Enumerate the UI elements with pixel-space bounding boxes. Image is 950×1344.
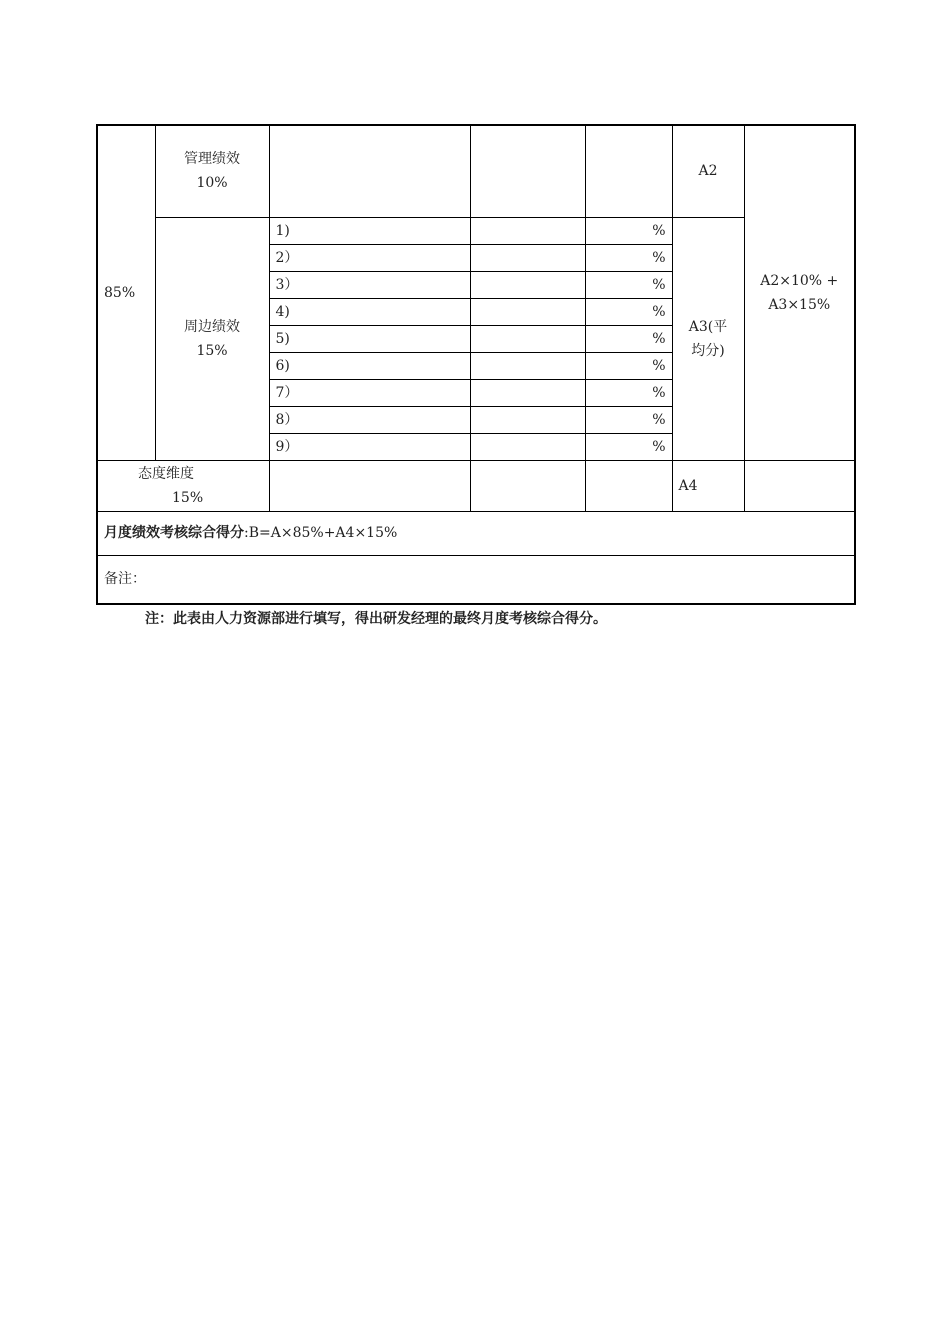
item-standard-cell[interactable]	[470, 271, 585, 298]
management-score-code: A2	[672, 125, 744, 217]
management-score-cell[interactable]	[585, 125, 672, 217]
attitude-combined-cell[interactable]	[744, 460, 855, 511]
combined-formula-line1: A2×10% +	[760, 272, 839, 289]
item-standard-cell[interactable]	[470, 298, 585, 325]
item-label: 6)	[269, 352, 470, 379]
summary-cell[interactable]	[97, 511, 855, 555]
item-unit: %	[585, 244, 672, 271]
attitude-weight: 15%	[172, 489, 204, 506]
peripheral-name: 周边绩效	[184, 318, 240, 335]
item-unit: %	[585, 217, 672, 244]
item-label: 9）	[269, 433, 470, 460]
peripheral-category-cell	[155, 217, 269, 460]
item-standard-cell[interactable]	[470, 244, 585, 271]
combined-formula-cell	[744, 125, 855, 460]
management-weight: 10%	[196, 175, 228, 192]
management-standard-cell[interactable]	[470, 125, 585, 217]
attitude-score-code: A4	[672, 460, 744, 511]
management-name: 管理绩效	[184, 151, 240, 168]
appraisal-table	[96, 124, 856, 605]
item-standard-cell[interactable]	[470, 217, 585, 244]
attitude-row	[97, 460, 855, 511]
item-unit: %	[585, 325, 672, 352]
summary-formula: :B=A×85%+A4×15%	[244, 525, 398, 541]
item-label: 3）	[269, 271, 470, 298]
remarks-cell[interactable]	[97, 555, 855, 604]
table-row	[97, 217, 855, 244]
remarks-label: 备注：	[104, 571, 146, 588]
overall-weight-cell: 85%	[97, 125, 155, 460]
peripheral-score-code-line2: 均分)	[691, 342, 725, 359]
appraisal-form	[96, 124, 854, 605]
combined-formula-line2: A3×15%	[768, 296, 831, 313]
summary-label: 月度绩效考核综合得分	[104, 525, 244, 541]
item-standard-cell[interactable]	[470, 406, 585, 433]
peripheral-score-code-line1: A3(平	[688, 318, 728, 335]
remarks-row	[97, 555, 855, 604]
item-label: 8）	[269, 406, 470, 433]
attitude-category-cell	[97, 460, 269, 511]
item-label: 5)	[269, 325, 470, 352]
item-label: 1)	[269, 217, 470, 244]
attitude-score-cell[interactable]	[585, 460, 672, 511]
item-unit: %	[585, 406, 672, 433]
attitude-standard-cell[interactable]	[470, 460, 585, 511]
item-label: 4)	[269, 298, 470, 325]
attitude-name: 态度维度	[138, 465, 194, 482]
item-standard-cell[interactable]	[470, 325, 585, 352]
item-unit: %	[585, 298, 672, 325]
item-label: 2）	[269, 244, 470, 271]
management-indicator-cell[interactable]	[269, 125, 470, 217]
item-unit: %	[585, 379, 672, 406]
item-label: 7）	[269, 379, 470, 406]
footnote: 注：此表由人力资源部进行填写，得出研发经理的最终月度考核综合得分。	[145, 611, 607, 627]
item-unit: %	[585, 352, 672, 379]
peripheral-weight: 15%	[196, 342, 228, 359]
item-standard-cell[interactable]	[470, 379, 585, 406]
item-unit: %	[585, 271, 672, 298]
summary-row	[97, 511, 855, 555]
management-row	[97, 125, 855, 217]
item-standard-cell[interactable]	[470, 352, 585, 379]
peripheral-score-code	[672, 217, 744, 460]
item-unit: %	[585, 433, 672, 460]
item-standard-cell[interactable]	[470, 433, 585, 460]
management-category-cell	[155, 125, 269, 217]
attitude-indicator-cell[interactable]	[269, 460, 470, 511]
